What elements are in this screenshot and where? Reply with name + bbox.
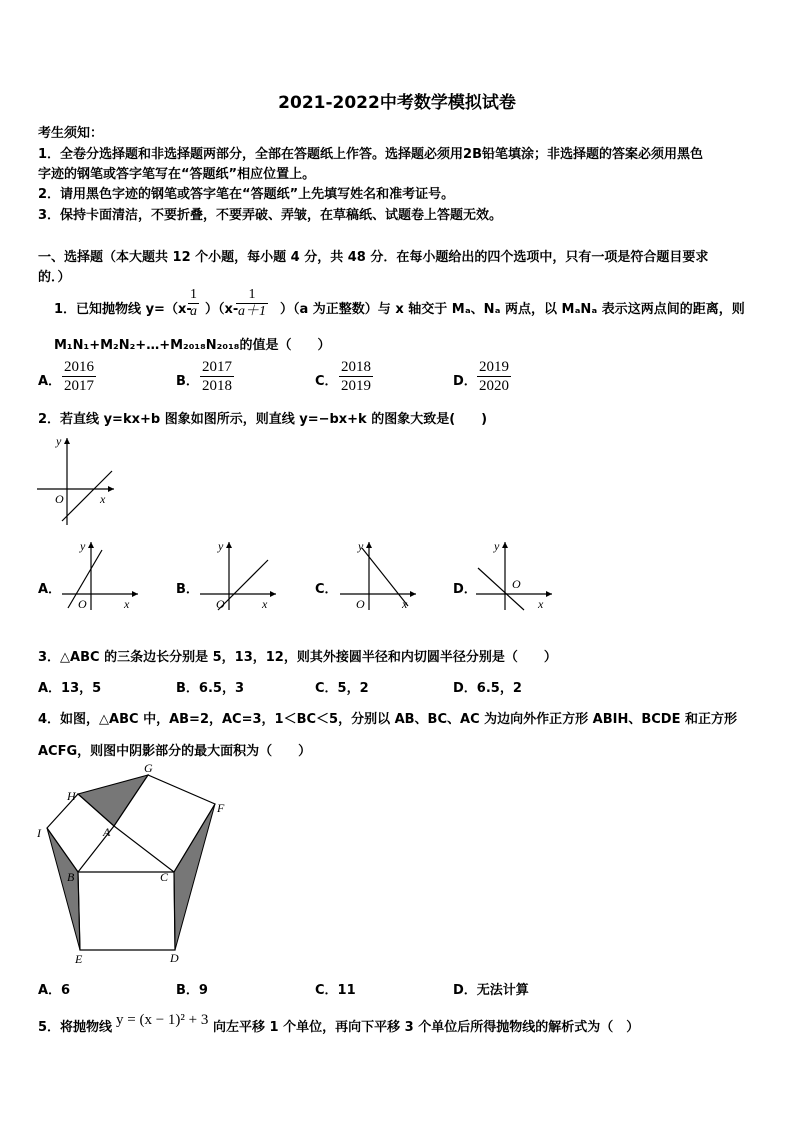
q1-stem-prefix: 1．已知抛物线 y=（x- <box>54 302 192 317</box>
q1-stem-mid: ）（x- <box>205 302 239 317</box>
q4-option-a: A．6 <box>38 983 71 998</box>
q2-d-axis-y: y <box>494 539 500 553</box>
q1-option-d-value <box>477 358 511 395</box>
q1-option-d-numerator: 2019 <box>479 359 509 375</box>
q1-stem-suffix: ）（a 为正整数）与 x 轴交于 Mₐ、Nₐ 两点，以 MₐNₐ 表示这两点间的距离，则 <box>280 302 745 317</box>
q4-shaded-triangle-cfd <box>174 804 215 950</box>
q2-option-d-label: D． <box>453 582 477 597</box>
q1-stem-line-2: M₁N₁+M₂N₂+…+M₂₀₁₈N₂₀₁₈的值是（ ） <box>54 338 331 353</box>
q4-label-e: E <box>75 952 83 966</box>
q2-option-b-label: B． <box>176 582 199 597</box>
notice-line-3: 3．保持卡面清洁，不要折叠，不要弄破、弄皱，在草稿纸、试题卷上答题无效。 <box>38 208 503 223</box>
q2-option-c-label: C． <box>315 582 338 597</box>
q1-option-d-denominator: 2020 <box>479 378 509 394</box>
q4-label-h: H <box>67 789 76 803</box>
q2-option-c-graph <box>336 538 418 612</box>
q4-stem-line-1: 4．如图，△ABC 中，AB=2，AC=3，1＜BC＜5，分别以 AB、BC、AC 为边向外作正方形 ABIH、BCDE 和正方形 <box>38 712 737 727</box>
q2-c-axis-y: y <box>358 539 364 553</box>
q1-option-a-denominator: 2017 <box>64 378 94 394</box>
q2-given-origin: O <box>55 492 64 506</box>
q1-fraction-1 <box>188 287 199 320</box>
notice-heading: 考生须知： <box>38 126 104 141</box>
q2-d-origin: O <box>512 577 521 591</box>
q4-label-i: I <box>37 826 41 840</box>
q4-stem-line-2: ACFG，则图中阴影部分的最大面积为（ ） <box>38 744 312 759</box>
q1-option-b-numerator: 2017 <box>202 359 232 375</box>
q4-label-b: B <box>67 870 75 884</box>
q1-option-b-value <box>200 358 234 395</box>
notice-line-1: 1．全卷分选择题和非选择题两部分，全部在答题纸上作答。选择题必须用2B铅笔填涂；非选择题的答案必须用黑色 <box>38 147 704 162</box>
q2-b-axis-y: y <box>218 539 224 553</box>
q2-given-graph <box>34 433 116 528</box>
q4-label-a: A <box>103 825 111 839</box>
q2-option-b-graph <box>196 538 278 612</box>
q4-option-d: D．无法计算 <box>453 983 529 998</box>
q4-label-g: G <box>144 761 153 775</box>
q1-option-c-value <box>339 358 373 395</box>
q1-fraction-2 <box>236 287 268 320</box>
q2-a-axis-x: x <box>124 597 130 611</box>
q2-d-axis-x: x <box>538 597 544 611</box>
q2-c-axis-x: x <box>402 597 408 611</box>
q1-option-a-label: A． <box>38 374 62 389</box>
q3-option-c: C．5，2 <box>315 681 369 696</box>
q4-label-f: F <box>217 801 225 815</box>
q1-option-c-denominator: 2019 <box>341 378 371 394</box>
q4-shaded-triangle-ibe <box>47 828 80 950</box>
q4-option-b: B．9 <box>176 983 208 998</box>
q2-c-origin: O <box>356 597 365 611</box>
q2-option-a-graph <box>58 538 140 612</box>
q2-b-origin: O <box>216 597 225 611</box>
q1-option-c-label: C． <box>315 374 338 389</box>
page-title: 2021-2022中考数学模拟试卷 <box>278 93 516 113</box>
q2-given-axis-y: y <box>56 434 62 448</box>
q1-fraction-2-numerator: 1 <box>248 287 256 302</box>
q2-given-axis-x: x <box>100 492 106 506</box>
q3-option-b: B．6.5，3 <box>176 681 244 696</box>
q5-formula: y = (x − 1)² + 3 <box>116 1012 209 1028</box>
q2-stem: 2．若直线 y=kx+b 图象如图所示，则直线 y=−bx+k 的图象大致是( ) <box>38 412 488 427</box>
q1-option-b-denominator: 2018 <box>202 378 232 394</box>
q3-option-d: D．6.5，2 <box>453 681 522 696</box>
q5-stem-prefix: 5．将抛物线 <box>38 1020 113 1035</box>
section-heading-line-2: 的．） <box>38 270 71 285</box>
q1-fraction-2-denominator: a＋1 <box>238 304 266 319</box>
q1-option-d-label: D． <box>453 374 477 389</box>
q2-a-axis-y: y <box>80 539 86 553</box>
section-heading-line-1: 一、选择题（本大题共 12 个小题，每小题 4 分，共 48 分．在每小题给出的四个选项中，只有一项是符合题目要求 <box>38 250 709 265</box>
q2-b-axis-x: x <box>262 597 268 611</box>
notice-line-2: 2．请用黑色字迹的钢笔或答字笔在“答题纸”上先填写姓名和准考证号。 <box>38 187 455 202</box>
q2-a-origin: O <box>78 597 87 611</box>
q4-geometry-figure <box>34 760 230 968</box>
q5-stem-suffix: 向左平移 1 个单位，再向下平移 3 个单位后所得抛物线的解析式为（ ） <box>213 1020 640 1035</box>
q1-option-c-numerator: 2018 <box>341 359 371 375</box>
q4-option-c: C．11 <box>315 983 356 998</box>
q1-option-b-label: B． <box>176 374 199 389</box>
q1-option-a-numerator: 2016 <box>64 359 94 375</box>
q1-option-a-value <box>62 358 96 395</box>
q1-fraction-1-denominator: a <box>190 304 197 319</box>
notice-line-1b: 字迹的钢笔或答字笔写在“答题纸”相应位置上。 <box>38 167 316 182</box>
q3-option-a: A．13，5 <box>38 681 102 696</box>
q4-label-d: D <box>170 951 179 965</box>
q2-option-d-graph <box>472 538 554 612</box>
q4-shaded-triangle-hag <box>78 775 148 826</box>
q2-option-a-label: A． <box>38 582 62 597</box>
q4-label-c: C <box>160 870 169 884</box>
q3-stem: 3．△ABC 的三条边长分别是 5，13，12，则其外接圆半径和内切圆半径分别是（ ） <box>38 650 557 665</box>
q1-fraction-1-numerator: 1 <box>190 287 197 302</box>
